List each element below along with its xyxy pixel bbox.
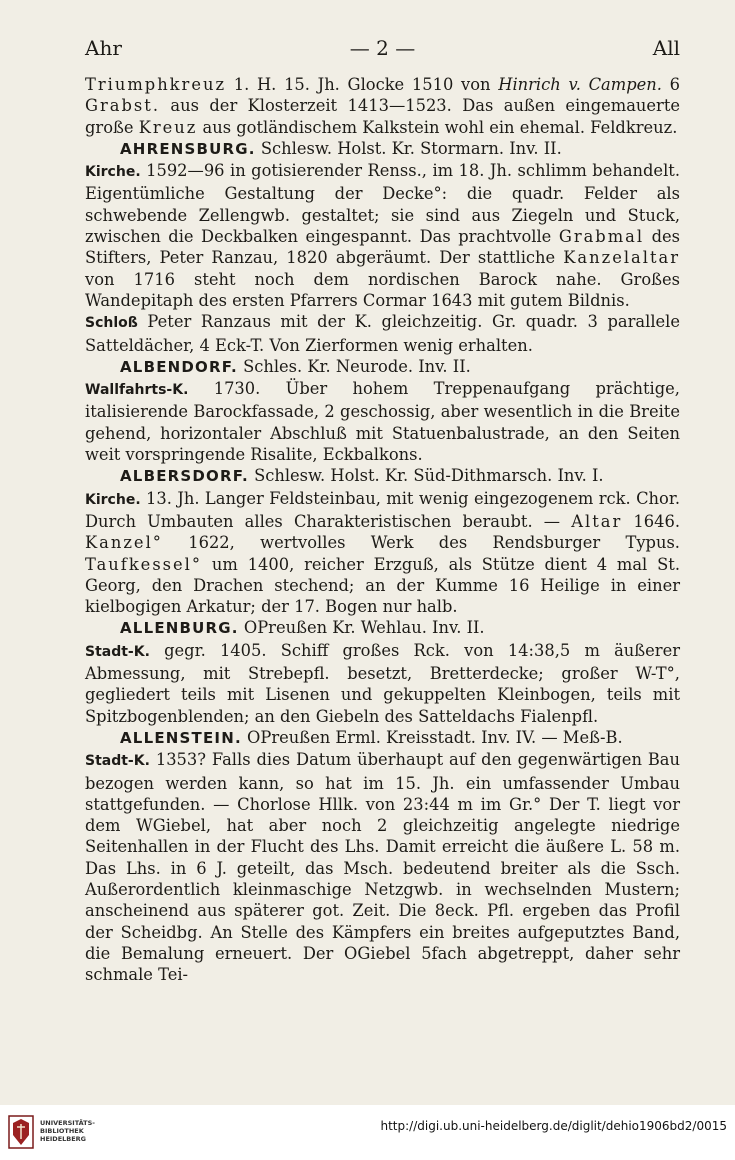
place-name: ALBENDORF. (120, 357, 238, 376)
header-right: All (652, 36, 680, 60)
text: des Stifters, Peter Ranzau, 1820 abgeräumt. Der stattliche (85, 227, 680, 268)
building-label: Wallfahrts-K. (85, 382, 189, 399)
permalink[interactable]: http://digi.ub.uni-heidelberg.de/diglit/dehio1906bd2/0015 (380, 1119, 727, 1133)
text: 1622, wertvolles Werk des Rendsburger Typus. (162, 533, 680, 553)
text: 1353? Falls dies Datum überhaupt auf den gegenwärtigen Bau bezogen werden kann, so hat im 15. Jh. ein umfassender Umbau stattgefunden. — Chorlose Hllk. von 23:44 m im Gr.° Der T. liegt vor dem WGiebel, hat aber noch 2 gleichzeitig angelegte niedrige Seitenhallen in der Flucht des Lhs. Damit erreicht die äußere L. 58 m. Das Lhs. in 6 J. geteilt, das Msch. bedeutend breiter als die Ssch. Außerordentlich kleinmaschige Netzgwb. in wechselnden Mustern; anscheinend aus späterer got. Zeit. Die 8eck. Pfl. ergeben das Profil der Scheidbg. An Stelle des Kämpfers ein breites aufgeputztes Band, die Bemalung erneuert. Der OGiebel 5fach abgetreppt, daher sehr schmale Tei- (85, 750, 680, 985)
text: 13. Jh. Langer Feldsteinbau, mit wenig eingezogenem rck. Chor. Durch Umbauten alles Charakteristischen beraubt. — (85, 488, 680, 531)
place-location: OPreußen Erml. Kreisstadt. Inv. IV. — Meß-B. (241, 727, 623, 747)
paragraph-continuation (85, 74, 680, 138)
term-triumphkreuz: Triumphkreuz (85, 75, 227, 94)
place-location: Schlesw. Holst. Kr. Süd-Dithmarsch. Inv. I. (248, 466, 604, 486)
header-left: Ahr (85, 36, 122, 60)
building-label: Stadt-K. (85, 643, 150, 660)
place-name: ALLENBURG. (120, 619, 239, 638)
entry-allenstein (85, 727, 680, 749)
term-grabst: Grabst. (85, 96, 160, 116)
entry-text (85, 378, 680, 465)
place-location: Schles. Kr. Neurode. Inv. II. (237, 356, 471, 376)
viewer-footer (0, 1105, 735, 1160)
term-grabmal: Grabmal (558, 227, 645, 247)
place-location: Schlesw. Holst. Kr. Stormarn. Inv. II. (255, 138, 562, 158)
building-label: Kirche. (85, 164, 141, 181)
text: Peter Ranzaus mit der K. gleichzeitig. Gr. quadr. 3 parallele Satteldächer, 4 Eck-T. Von Zierformen wenig erhalten. (85, 312, 680, 355)
page-header (85, 36, 680, 64)
text: 1592—96 in gotisierender Renss., im 18. Jh. schlimm behandelt. Eigentümliche Gestaltung der Decke°: die quadr. Felder als schwebende Zellengwb. gestaltet; sie sind aus Ziegeln und Stuck, zwischen die Deckbalken eingespannt. Das prachtvolle (85, 161, 680, 247)
text: aus gotländischem Kalkstein wohl ein ehemal. Feldkreuz. (197, 117, 678, 137)
entry-albendorf (85, 356, 680, 378)
page-body (85, 74, 680, 985)
text: um 1400, reicher Erzguß, als Stütze dient 4 mal St. Georg, den Drachen stechend; an der Kumme 16 Heilige in einer kielbogigen Arkatur; der 17. Bogen nur halb. (85, 554, 680, 617)
library-line: BIBLIOTHEK (40, 1127, 84, 1135)
entry-albersdorf (85, 465, 680, 487)
university-seal-icon (8, 1115, 34, 1149)
page-number: — 2 — (349, 36, 416, 60)
text: gegr. 1405. Schiff großes Rck. von 14:38,5 m äußerer Abmessung, mit Strebepfl. besetzt, Bretterdecke; großer W-T°, gegliedert teils mit Lisenen und gekuppelten Kleinbogen, teils mit Spitzbogenblenden; an den Giebeln des Satteldachs Fialenpfl. (85, 640, 680, 726)
term-altar: Altar (571, 511, 623, 531)
text: 6 (669, 75, 680, 94)
place-name: AHRENSBURG. (120, 139, 256, 158)
building-label: Stadt-K. (85, 753, 150, 770)
text: 1730. Über hohem Treppenaufgang prächtige, italisierende Barockfassade, 2 geschossig, aber wesentlich in die Breite gehend, horizontaler Abschluß mit Statuenbalustrade, an den Seiten weit vorspringende Risalite, Eckbalkons. (85, 379, 680, 465)
building-label: Schloß (85, 315, 138, 332)
entry-allenburg (85, 617, 680, 639)
place-name: ALBERSDORF. (120, 467, 249, 486)
entry-text (85, 311, 680, 356)
entry-text (85, 160, 680, 311)
entry-text (85, 749, 680, 985)
library-name (40, 1119, 95, 1143)
text: von 1716 steht noch dem nordischen Barock nahe. Großes Wandepitaph des ersten Pfarrers Cormar 1643 mit gutem Bildnis. (85, 269, 680, 310)
building-label: Kirche. (85, 491, 141, 508)
library-line: UNIVERSITÄTS- (40, 1119, 95, 1127)
entry-text (85, 488, 680, 618)
text: 1646. (622, 511, 680, 531)
term-kanzelaltar: Kanzelaltar (563, 248, 680, 268)
entry-ahrensburg (85, 138, 680, 160)
place-name: ALLENSTEIN. (120, 728, 242, 747)
term-kreuz: Kreuz (138, 117, 198, 137)
term-kanzel: Kanzel° (85, 533, 163, 553)
place-location: OPreußen Kr. Wehlau. Inv. II. (238, 618, 485, 638)
text: aus der Klosterzeit 1413—1523. Das außen eingemauerte große (85, 96, 680, 137)
name-hinrich: Hinrich v. Campen. (498, 75, 662, 94)
text: 1. H. 15. Jh. Glocke 1510 von (226, 75, 499, 94)
term-taufkessel: Taufkessel° (85, 554, 203, 574)
library-line: HEIDELBERG (40, 1135, 87, 1143)
entry-text (85, 640, 680, 727)
